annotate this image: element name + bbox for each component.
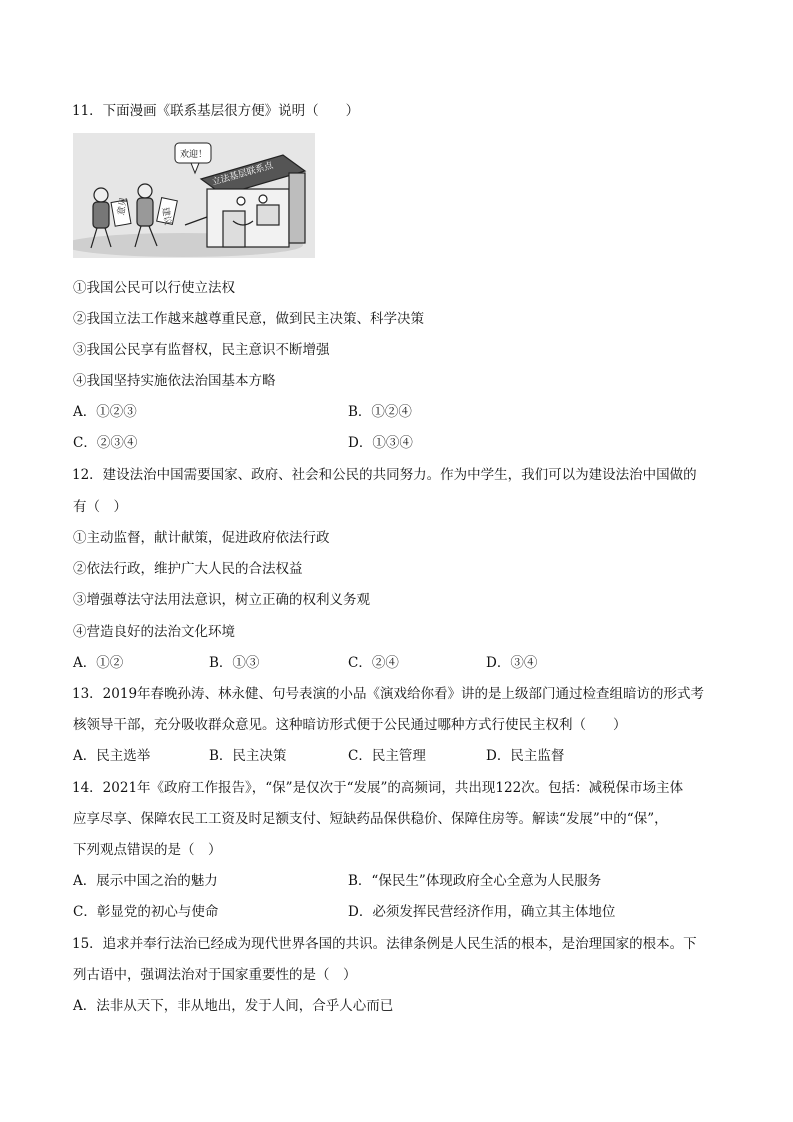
question-12-stem-line2: 有（ ） — [73, 499, 127, 515]
question-15-stem-line2: 列古语中，强调法治对于国家重要性的是（ ） — [73, 967, 357, 983]
question-14-stem-line3: 下列观点错误的是（ ） — [73, 842, 222, 858]
q14-option-d[interactable]: D．必须发挥民营经济作用，确立其主体地位 — [348, 904, 616, 920]
q12-option-c[interactable]: C．②④ — [348, 655, 399, 671]
q12-statement-1: ①主动监督，献计献策，促进政府依法行政 — [73, 530, 330, 546]
speech-bubble-text: 欢迎！ — [180, 150, 208, 160]
q15-option-a[interactable]: A．法非从天下，非从地出，发于人间，合乎人心而已 — [73, 998, 394, 1014]
q12-option-a[interactable]: A．①② — [73, 655, 124, 671]
paper-right-label: 建议 — [159, 206, 173, 227]
q13-option-b[interactable]: B．民主决策 — [209, 748, 287, 764]
q12-statement-2: ②依法行政，维护广大人民的合法权益 — [73, 561, 303, 577]
q12-statement-4: ④营造良好的法治文化环境 — [73, 624, 235, 640]
paper-left-label: 意见 — [116, 196, 130, 217]
question-13-stem-line1: 13．2019年春晚孙涛、林永健、句号表演的小品《演戏给你看》讲的是上级部门通过检查组暗访的形式考 — [72, 686, 705, 702]
q11-statement-1: ①我国公民可以行使立法权 — [73, 280, 235, 296]
question-11-stem: 11．下面漫画《联系基层很方便》说明（ ） — [72, 103, 360, 119]
q11-statement-3: ③我国公民享有监督权，民主意识不断增强 — [73, 342, 330, 358]
q11-option-d[interactable]: D．①③④ — [348, 435, 413, 451]
cartoon-drawing — [73, 133, 315, 258]
q12-option-d[interactable]: D．③④ — [486, 655, 538, 671]
question-13-stem-line2: 核领导干部，充分吸收群众意见。这种暗访形式便于公民通过哪种方式行使民主权利（ ） — [73, 717, 627, 733]
q11-option-c[interactable]: C．②③④ — [73, 435, 138, 451]
question-12-stem-line1: 12．建设法治中国需要国家、政府、社会和公民的共同努力。作为中学生，我们可以为建设法治中国做的 — [72, 467, 697, 483]
q12-option-b[interactable]: B．①③ — [209, 655, 260, 671]
building-sign: 立法基层联系点 — [211, 160, 275, 188]
q14-option-c[interactable]: C．彰显党的初心与使命 — [73, 904, 219, 920]
question-14-stem-line2: 应享尽享、保障农民工工资及时足额支付、短缺药品保供稳价、保障住房等。解读“发展”中的“保”， — [73, 811, 668, 827]
cartoon-illustration — [73, 133, 315, 258]
q12-statement-3: ③增强尊法守法用法意识，树立正确的权利义务观 — [73, 592, 370, 608]
question-14-stem-line1: 14．2021年《政府工作报告》，“保”是仅次于“发展”的高频词，共出现122次。包括：减税保市场主体 — [72, 780, 684, 796]
q11-option-b[interactable]: B．①②④ — [348, 404, 412, 420]
q13-option-d[interactable]: D．民主监督 — [486, 748, 565, 764]
q14-option-b[interactable]: B．“保民生”体现政府全心全意为人民服务 — [348, 873, 602, 889]
q13-option-c[interactable]: C．民主管理 — [348, 748, 426, 764]
q14-option-a[interactable]: A．展示中国之治的魅力 — [73, 873, 218, 889]
q13-option-a[interactable]: A．民主选举 — [73, 748, 151, 764]
q11-option-a[interactable]: A．①②③ — [73, 404, 137, 420]
q11-statement-2: ②我国立法工作越来越尊重民意，做到民主决策、科学决策 — [73, 311, 424, 327]
question-15-stem-line1: 15．追求并奉行法治已经成为现代世界各国的共识。法律条例是人民生活的根本，是治理国家的根本。下 — [72, 936, 697, 952]
q11-statement-4: ④我国坚持实施依法治国基本方略 — [73, 373, 276, 389]
